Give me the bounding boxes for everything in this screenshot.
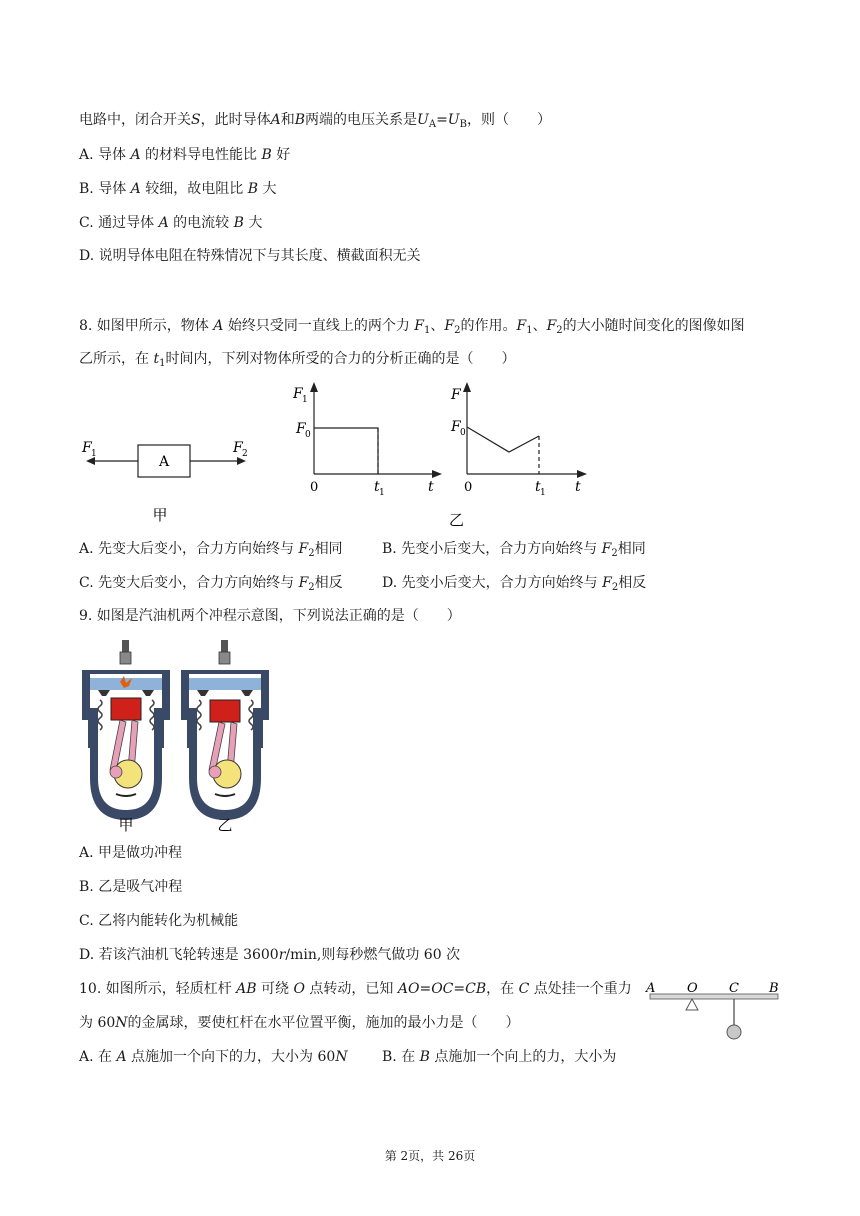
piston [210,700,240,722]
fulcrum [686,999,698,1010]
q8-stem-line2: 乙所示，在 $t_1$时间内，下列对物体所受的合力的分析正确的是（ ） [79,351,516,369]
origin-label: 0 [310,480,319,495]
f2-sub: 2 [242,449,248,459]
t1-sub: 1 [379,488,385,498]
q9-option-d: D. 若该汽油机飞轮转速是 3600r/min,则每秒燃气做功 60 次 [79,947,461,963]
cylinder-head [82,670,170,678]
f2-label: F [233,440,243,456]
q7-stem: 电路中，闭合开关S，此时导体A和B两端的电压关系是$U_A=U_B$，则（ ） [79,112,551,130]
f1-sub: 1 [91,449,97,459]
axis-f1-sub: 1 [302,395,308,405]
q7-option-c: C. 通过导体 A 的电流较 B 大 [79,215,263,231]
metal-ball [727,1025,741,1039]
engine-jia-figure [78,638,174,833]
f0-sub: 0 [460,428,466,438]
q8-option-c: C. 先变大后变小，合力方向始终与 $F_2$相反 [79,575,343,593]
axis-f1-label: F [293,386,303,402]
q8-figure-jia [78,380,268,530]
q8-stem-line1: 8. 如图甲所示，物体 A 始终只受同一直线上的两个力 $F_1$、$F_2$的作用。$F_1$、$F_2$的大小随时间变化的图像如图 [79,318,745,336]
q8-option-b: B. 先变小后变大，合力方向始终与 $F_2$相同 [382,541,646,559]
f0-label: F [451,419,461,435]
q10-stem-line1: 10. 如图所示，轻质杠杆 AB 可绕 O 点转动，已知 AO=OC=CB，在 C 点处挂一个重力 [79,981,632,997]
f0-sub: 0 [305,430,311,440]
q10-option-b: B. 在 B 点施加一个向上的力，大小为 [382,1049,617,1065]
q7-option-a: A. 导体 A 的材料导电性能比 B 好 [79,147,291,163]
lever-figure [642,978,782,1046]
y-axis-arrow [310,382,318,392]
origin-label: 0 [464,480,473,495]
x-axis-arrow [432,470,442,478]
q10-stem-line2: 为 60N的金属球，要使杠杆在水平位置平衡，施加的最小力是（ ） [79,1015,520,1031]
axis-f-label: F [451,387,461,403]
spark-plug [221,640,228,652]
lever-bar [650,994,778,999]
t1-label: t [535,479,541,495]
x-axis-label: t [428,479,434,495]
piston [111,698,141,720]
spark-plug [122,640,129,652]
f0-label: F [296,421,306,437]
q9-stem: 9. 如图是汽油机两个冲程示意图，下列说法正确的是（ ） [79,608,461,624]
t1-sub: 1 [540,488,546,498]
q7-option-b: B. 导体 A 较细，故电阻比 B 大 [79,181,277,197]
f1-label: F [82,440,92,456]
box-label: A [158,454,170,470]
caption-jia: 甲 [152,506,168,524]
q8-option-a: A. 先变大后变小，合力方向始终与 $F_2$相同 [79,541,343,559]
q8-graph-f1 [290,380,450,500]
q8-graph-f [445,380,595,530]
q9-option-b: B. 乙是吸气冲程 [79,879,183,895]
f2-curve [467,427,539,452]
y-axis-arrow [463,382,471,392]
lever-label-b: B [769,981,779,996]
label-yi: 乙 [217,816,233,833]
q7-option-d: D. 说明导体电阻在特殊情况下与其长度、横截面积无关 [79,248,421,264]
q9-option-c: C. 乙将内能转化为机械能 [79,913,239,929]
q10-option-a: A. 在 A 点施加一个向下的力，大小为 60N [79,1049,348,1065]
q9-option-a: A. 甲是做功冲程 [79,845,183,861]
lever-label-o: O [687,981,698,996]
cylinder-head [181,670,269,678]
q8-option-d: D. 先变小后变大，合力方向始终与 $F_2$相反 [382,575,647,593]
label-jia: 甲 [118,816,134,833]
lever-label-a: A [646,981,656,996]
f1-curve-solid [314,428,378,474]
engine-yi-figure [177,638,273,833]
x-axis-label: t [575,479,581,495]
page-footer: 第 2页，共 26页 [384,1149,476,1163]
caption-yi: 乙 [449,511,465,529]
lever-label-c: C [729,981,739,996]
t1-label: t [374,479,380,495]
x-axis-arrow [577,470,587,478]
